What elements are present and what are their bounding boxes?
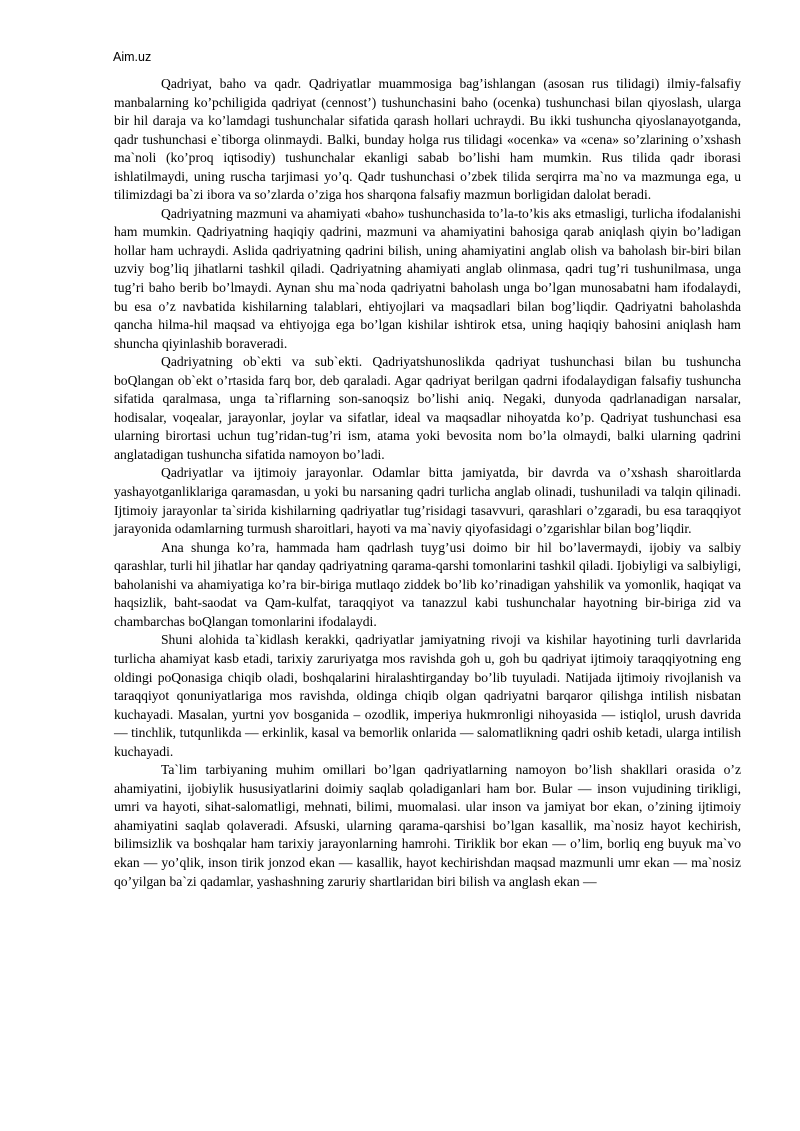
paragraph: Ana shunga ko’ra, hammada ham qadrlash tuyg’usi doimo bir hil bo’lavermaydi, ijobiy va salbiy qarashlar, turli hil jihatlar har qanday qadriyatning qarama-qarshi tomonlarini tashkil qiladi. Ijobiyligi va salbiyligi, baholanishi va ahamiyatiga ko’ra bir-biriga mutlaqo ziddek bo’lib ko’rinadigan yahshilik va yomonlik, haqiqat va haqsizlik, baht-saodat va Qam-kulfat, taraqqiyot va tanazzul kabi tushunchalar hayotning bir-biriga zid va chambarchas boQlangan tomonlarini ifodalaydi. <box>114 539 741 629</box>
paragraph: Qadriyatlar va ijtimoiy jarayonlar. Odamlar bitta jamiyatda, bir davrda va o’xshash sharoitlarda yashayotganliklariga qaramasdan, u yoki bu narsaning qadri turlicha anglab olinadi, tushuniladi va talqin qilinadi. Ijtimoiy jarayonlar ta`sirida kishilarning qadriyatlar tug’risidagi tasavvuri, qarashlari o’zgaradi, bu esa taraqqiyot jarayonida odamlarning turmush sharoitlari, hayoti va ma`naviy qiyofasidagi o’zgarishlar bilan bog’liqdir. <box>114 465 741 537</box>
paragraph: Qadriyat, baho va qadr. Qadriyatlar muammosiga bag’ishlangan (asosan rus tilidagi) ilmiy-falsafiy manbalarning ko’pchiligida qadriyat (cennost’) tushunchasini baho (ocenka) tushunchasi bilan qiyoslash, ularga bir hil daraja va ko’lamdagi tushunchalar sifatida qarash hollari uchraydi. Bu ikki tushuncha qiyoslanayotganda, qadr tushunchasi e`tiborga olinmaydi. Balki, bunday holga rus tilidagi «ocenka» va «cena» so’zlarining o’xshash ma`noli (ko’proq iqtisodiy) tushunchalar ekanligi sabab bo’lishi ham mumkin. Rus tilida qadr iborasi ishlatilmaydi, uning ruscha tarjimasi yo’q. Qadr tushunchasi o’zbek tilida serqirra ma`no va mazmunga ega, u tilimizdagi ba`zi ibora va so’zlarda o’ziga hos sharqona falsafiy mazmun borligidan dalolat beradi. <box>114 76 741 203</box>
paragraph: Shuni alohida ta`kidlash kerakki, qadriyatlar jamiyatning rivoji va kishilar hayotining turli davrlarida turlicha ahamiyat kasb etadi, tarixiy zaruriyatga mos ravishda goh u, goh bu qadriyat ijtimoiy taraqqiyotning eng oldingi poQonasiga chiqib oladi, boshqalarini hiralashtirganday bo’lib tuyuladi. Natijada ijtimoiy rivojlanish va taraqqiyot qonuniyatlariga mos ravishda, oldinga chiqib olgan qadriyatni barqaror qilishga intilish nisbatan kuchayadi. Masalan, yurtni yov bosganida – ozodlik, imperiya hukmronligi nihoyasida — istiqlol, urush davrida — tinchlik, tutqunlikda — erkinlik, kasal va bemorlik onlarida — salomatlikning qadri oshib ketadi, ularga intilish kuchayadi. <box>114 632 741 759</box>
site-header: Aim.uz <box>113 50 152 64</box>
paragraph: Qadriyatning mazmuni va ahamiyati «baho» tushunchasida to’la-to’kis aks etmasligi, turlicha ifodalanishi ham mumkin. Qadriyatning haqiqiy qadrini, mazmuni va ahamiyatini bahosiga qarab aniqlash qiyin bo’ladigan hollar ham uchraydi. Aslida qadriyatning qadrini bilish, uning ahamiyatini anglab olish va baholash bir-biri bilan uzviy bog’liq jihatlarni tashkil qiladi. Qadriyatning ahamiyati anglab olinmasa, qadri tug’ri tushunilmasa, unga tug’ri baho berib bo’lmaydi. Aynan shu ma`noda qadriyatni baholash unga bo’lgan munosabatni ham ifodalaydi, bu esa o’z navbatida kishilarning talablari, ehtiyojlari va maqsadlari bilan bog’liqdir. Qadriyatni baholashda qancha hilma-hil maqsad va ehtiyojga ega bo’lgan kishilar ishtirok etsa, uning haqiqiy bahosini aniqlash ham shuncha qiyinlashib boraveradi. <box>114 205 741 351</box>
paragraph: Ta`lim tarbiyaning muhim omillari bo’lgan qadriyatlarning namoyon bo’lish shakllari orasida o’z ahamiyatini, ijobiylik hususiyatlarini doimiy saqlab qoladiganlari ham bor. Bular — inson vujudining tirikligi, umri va hayoti, sihat-salomatligi, mehnati, bilimi, muomalasi. ular inson va jamiyat bor ekan, o’zining ijtimoiy ahamiyatini saqlab qolaveradi. Afsuski, ularning qarama-qarshisi bo’lgan kasallik, ma`nosiz hayot kechirish, bilimsizlik va boshqalar ham tarixiy jarayonlarning hamrohi. Tiriklik bor ekan — o’lim, borliq eng buyuk ma`vo ekan — yo’qlik, inson tirik jonzod ekan — kasallik, hayot kechirishdan maqsad mazmunli umr ekan — ma`nosiz qo’yilgan ba`zi qadamlar, yashashning zaruriy shartlaridan biri bilish va anglash ekan — <box>114 762 741 889</box>
document-body <box>114 75 741 891</box>
paragraph: Qadriyatning ob`ekti va sub`ekti. Qadriyatshunoslikda qadriyat tushunchasi bilan bu tushuncha boQlangan ob`ekt o’rtasida farq bor, deb qaraladi. Agar qadriyat berilgan qadrni ifodalaydigan falsafiy tushuncha sifatida qaralmasa, unga ta`riflarning son-sanoqsiz bo’lishi aniq. Negaki, dunyoda qadrlanadigan narsalar, hodisalar, voqealar, jarayonlar, joylar va sifatlar, ideal va maqsadlar nihoyatda ko’p. Qadriyat tushunchasi esa ularning birortasi uchun tug’ridan-tug’ri ism, atama yoki bevosita nom bo’la olmaydi, balki ularning qadrini anglatadigan tushuncha sifatida namoyon bo’ladi. <box>114 354 741 462</box>
